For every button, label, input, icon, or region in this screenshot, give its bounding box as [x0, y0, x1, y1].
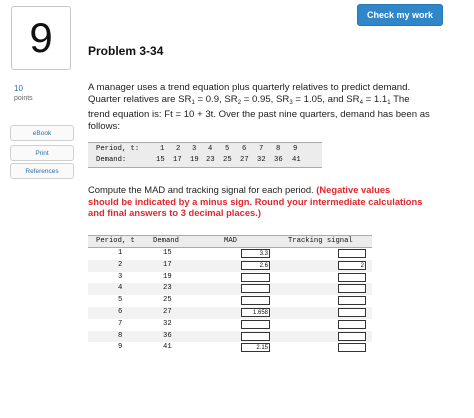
mad-input[interactable]: 2.15: [241, 343, 270, 352]
answer-table-row: [88, 295, 372, 307]
mad-input[interactable]: [241, 296, 270, 305]
instructions-red-3: and final answers to 3 decimal places.): [88, 207, 261, 218]
period-cell: 1: [160, 145, 165, 153]
header-demand: Demand: [153, 237, 179, 245]
demand-cell: 32: [257, 156, 266, 164]
problem-line-1: A manager uses a trend equation plus quarterly relatives to predict demand.: [88, 82, 411, 93]
references-button[interactable]: References: [10, 163, 74, 179]
demand-cell: 15: [163, 249, 172, 257]
period-cell: 8: [118, 331, 123, 340]
demand-cell: 19: [190, 156, 199, 164]
tracking-signal-input[interactable]: [338, 249, 366, 258]
demand-cell: 41: [163, 343, 172, 352]
demand-cell: 23: [206, 156, 215, 164]
period-cell: 5: [225, 145, 230, 153]
problem-title: Problem 3-34: [88, 44, 164, 58]
period-cell: 9: [118, 343, 123, 352]
problem-line-2: Quarter relatives are $SR_1 = 0.9$, $SR_2 = 0.95$, $SR_3 = 1.05$, and $SR_4 = 1.1_1$ The: [88, 94, 410, 106]
mad-input[interactable]: 3.3: [241, 249, 270, 258]
instructions-line-1: [88, 184, 453, 196]
answer-table-row: [88, 319, 372, 331]
period-cell: 2: [118, 260, 123, 269]
demand-cell: 41: [292, 156, 301, 164]
ebook-button[interactable]: eBook: [10, 125, 74, 141]
demand-cell: 25: [163, 296, 172, 305]
demand-cell: 36: [274, 156, 283, 164]
mad-input[interactable]: [241, 332, 270, 341]
demand-cell: 36: [163, 331, 172, 340]
tracking-signal-input[interactable]: [338, 308, 366, 317]
demand-row-label: Demand:: [96, 156, 127, 164]
period-row-label: Period, t:: [96, 145, 140, 153]
answer-table-row: [88, 272, 372, 284]
period-cell: 5: [118, 296, 123, 305]
problem-statement: [88, 82, 448, 133]
mad-input[interactable]: [241, 273, 270, 282]
tracking-signal-input[interactable]: 2: [338, 261, 366, 270]
header-tracking-signal: Tracking signal: [288, 237, 353, 245]
period-cell: 6: [242, 145, 247, 153]
tracking-signal-input[interactable]: [338, 273, 366, 282]
period-cell: 2: [176, 145, 181, 153]
demand-cell: 17: [173, 156, 182, 164]
instructions-red-1: (Negative values: [316, 184, 391, 195]
period-cell: 9: [293, 145, 298, 153]
tracking-signal-input[interactable]: [338, 332, 366, 341]
demand-cell: 19: [163, 272, 172, 281]
period-cell: 4: [208, 145, 213, 153]
demand-cell: 15: [156, 156, 165, 164]
tracking-signal-input[interactable]: [338, 343, 366, 352]
instructions-normal: Compute the MAD and tracking signal for each period.: [88, 184, 317, 195]
problem-line-3: trend equation is: Ft = 10 + 3t. Over the past nine quarters, demand has been as: [88, 109, 430, 120]
period-cell: 8: [276, 145, 281, 153]
tracking-signal-input[interactable]: [338, 320, 366, 329]
instructions-red-2: should be indicated by a minus sign. Round your intermediate calculations: [88, 195, 423, 207]
demand-cell: 23: [163, 284, 172, 293]
tracking-signal-input[interactable]: [338, 296, 366, 305]
demand-cell: 32: [163, 319, 172, 328]
mad-input[interactable]: [241, 284, 270, 293]
period-cell: 3: [192, 145, 197, 153]
demand-cell: 27: [163, 308, 172, 316]
header-mad: MAD: [224, 237, 237, 245]
period-cell: 7: [118, 319, 123, 328]
problem-line-4: follows:: [88, 121, 120, 132]
answer-table-row: [88, 331, 372, 343]
question-number-box: [11, 6, 71, 70]
period-cell: 4: [118, 284, 123, 293]
demand-cell: 17: [163, 260, 172, 269]
mad-input[interactable]: [241, 320, 270, 329]
question-number: 9: [29, 14, 53, 61]
mad-input[interactable]: 1.658: [241, 308, 270, 317]
print-button[interactable]: Print: [10, 145, 74, 161]
demand-data-table: [88, 142, 322, 168]
answer-table-row: [88, 260, 372, 272]
period-cell: 6: [118, 308, 123, 316]
demand-cell: 27: [240, 156, 249, 164]
points-value: 10: [14, 84, 23, 93]
answer-table-row: [88, 342, 372, 354]
answer-table-header: [88, 235, 372, 248]
answer-table-row: [88, 307, 372, 319]
period-cell: 1: [118, 249, 123, 257]
answer-table-row: [88, 248, 372, 260]
mad-input[interactable]: 2.6: [241, 261, 270, 270]
answer-table-row: [88, 283, 372, 295]
period-cell: 7: [259, 145, 264, 153]
header-period: Period, t: [96, 237, 135, 245]
period-cell: 3: [118, 272, 123, 281]
demand-cell: 25: [223, 156, 232, 164]
points-label: points: [14, 95, 33, 102]
check-my-work-button[interactable]: Check my work: [357, 4, 443, 26]
instructions: [88, 184, 453, 219]
top-bar: [0, 0, 474, 30]
tracking-signal-input[interactable]: [338, 284, 366, 293]
